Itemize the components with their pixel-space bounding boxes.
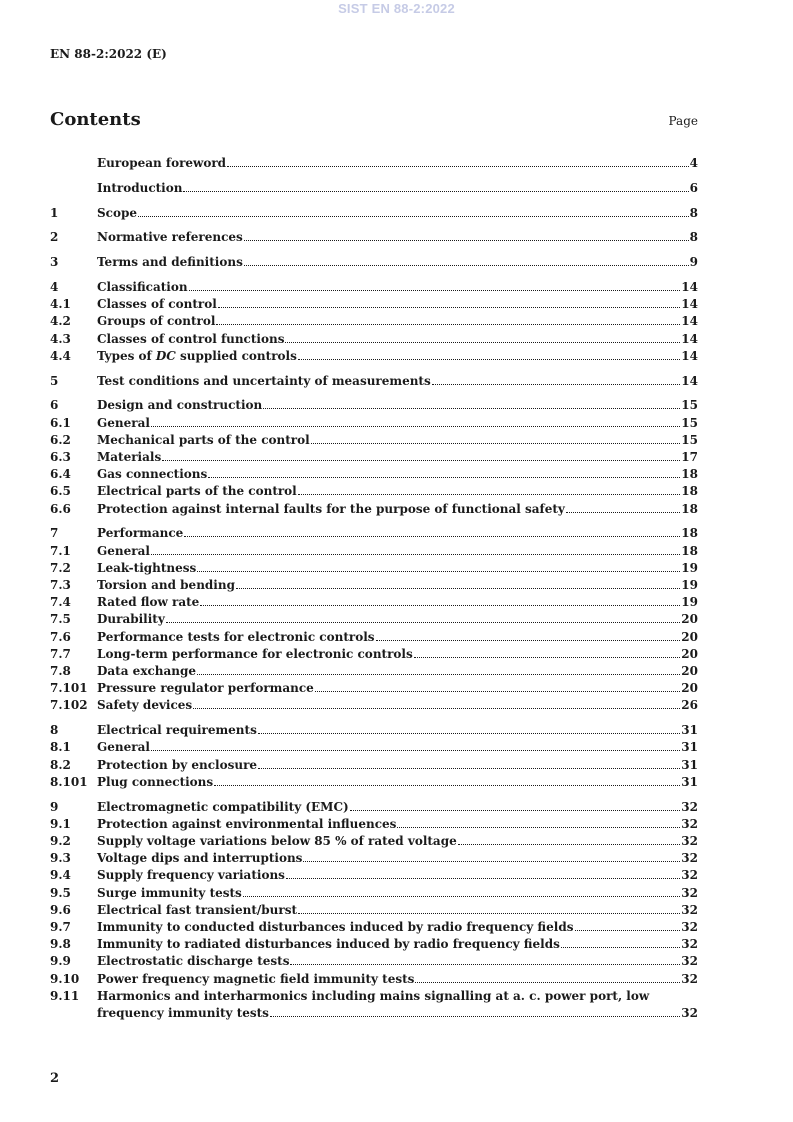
toc-entry-title: Scope: [97, 205, 138, 220]
toc-entry-title: Normative references: [97, 230, 243, 245]
toc-entry-title: Long-term performance for electronic controls: [97, 646, 413, 661]
dot-leader: [216, 324, 680, 325]
toc-entry-page: 26: [681, 698, 698, 713]
toc-entry-page: 20: [681, 612, 698, 627]
toc-entry-title: Protection by enclosure: [97, 757, 258, 772]
toc-entry-number: 9.10: [50, 971, 80, 986]
dot-leader: [270, 1016, 680, 1017]
dot-leader: [311, 443, 681, 444]
toc-entry-title: Types of DC supplied controls: [97, 348, 297, 363]
toc-entry[interactable]: [50, 543, 698, 560]
toc-entry-number: 6.1: [50, 415, 71, 430]
dot-leader: [263, 408, 680, 409]
toc-entry-number: 8.101: [50, 774, 88, 789]
toc-entry[interactable]: [50, 902, 698, 919]
toc-entry-number: 7.2: [50, 560, 71, 575]
toc-entry-title: Performance tests for electronic controls: [97, 629, 375, 644]
toc-entry-number: 4: [50, 279, 59, 294]
page-column-label: Page: [668, 114, 698, 128]
toc-entry-title: Electrical fast transient/burst: [97, 902, 298, 917]
toc-entry-page: 17: [681, 450, 698, 464]
toc-entry-title: Protection against internal faults for the purpose of functional safety: [97, 501, 565, 516]
dot-leader: [189, 290, 681, 291]
toc-entry-title: Immunity to conducted disturbances induced by radio frequency fields: [97, 920, 574, 935]
toc-entry-title: Torsion and bending: [97, 578, 235, 593]
toc-entry-page: 14: [681, 373, 698, 388]
toc-entry-page: 19: [681, 578, 698, 593]
toc-entry-title: Power frequency magnetic field immunity tests: [97, 971, 415, 986]
toc-entry-page: 20: [681, 681, 698, 696]
toc-entry-title: General: [97, 740, 150, 755]
toc-entry-number: 4.1: [50, 297, 71, 312]
toc-entry-title: Classes of control: [97, 297, 217, 312]
toc-entry-title: Groups of control: [97, 314, 216, 329]
toc-entry[interactable]: [50, 885, 698, 902]
dot-leader: [162, 460, 680, 461]
toc-entry-title: Rated flow rate: [97, 595, 200, 610]
watermark: SIST EN 88-2:2022: [338, 1, 455, 16]
toc-entry[interactable]: [50, 867, 698, 884]
toc-entry-number: 9.6: [50, 902, 71, 917]
toc-entry-number: 4.4: [50, 348, 71, 363]
toc-entry[interactable]: [50, 988, 698, 1022]
toc-entry[interactable]: [50, 722, 698, 739]
toc-entry-number: 9.5: [50, 885, 71, 900]
toc-entry-page: 18: [681, 484, 698, 499]
toc-entry-page: 31: [681, 740, 698, 755]
dot-leader: [285, 342, 680, 343]
toc-entry[interactable]: [50, 971, 698, 988]
toc-entry[interactable]: [50, 313, 698, 330]
dot-leader: [575, 930, 681, 931]
toc-entry-page: 8: [689, 205, 698, 220]
dot-leader: [561, 947, 680, 948]
toc-entry-page: 14: [681, 314, 698, 329]
toc-entry-page: 32: [681, 799, 698, 814]
toc-entry-number: 7.3: [50, 578, 71, 593]
toc-entry-page: 32: [681, 937, 698, 952]
toc-entry-title: Durability: [97, 612, 165, 627]
toc-entry-title: Immunity to radiated disturbances induced by radio frequency fields: [97, 937, 560, 952]
dot-leader: [258, 768, 680, 769]
dot-leader: [151, 426, 680, 427]
toc-entry-number: 6.5: [50, 484, 71, 499]
toc-entry-title: Data exchange: [97, 664, 197, 679]
toc-entry-title: Safety devices: [97, 698, 193, 713]
toc-entry-title: Electrical parts of the control: [97, 484, 297, 499]
dot-leader: [290, 964, 680, 965]
toc-entry-number: 8: [50, 723, 59, 738]
toc-entry-page: 20: [681, 629, 698, 644]
toc-entry-page: 9: [689, 255, 698, 270]
toc-entry-number: 7.6: [50, 629, 71, 644]
toc-entry[interactable]: [50, 936, 698, 953]
toc-entry-number: 8.1: [50, 740, 71, 755]
dot-leader: [303, 861, 680, 862]
toc-entry-title: Plug connections: [97, 774, 214, 789]
toc-entry-page: 6: [689, 180, 698, 195]
toc-entry-number: 9.2: [50, 834, 71, 849]
dot-leader: [138, 216, 689, 217]
toc-entry[interactable]: [50, 799, 698, 816]
toc-entry-number: 9.8: [50, 937, 71, 952]
toc-entry[interactable]: [50, 415, 698, 432]
toc-entry[interactable]: [50, 331, 698, 348]
toc-entry[interactable]: [50, 697, 698, 714]
dot-leader: [166, 622, 680, 623]
dot-leader: [184, 536, 680, 537]
toc-entry-title: Terms and definitions: [97, 255, 243, 270]
toc-entry-number: 9.3: [50, 851, 71, 866]
toc-entry-page: 31: [681, 774, 698, 789]
toc-entry[interactable]: [50, 774, 698, 791]
dot-leader: [414, 657, 681, 658]
toc-entry-title: Design and construction: [97, 398, 263, 413]
toc-entry-title: Performance: [97, 526, 184, 541]
toc-entry[interactable]: [50, 680, 698, 697]
toc-entry-title: Electrical requirements: [97, 723, 257, 738]
toc-entry[interactable]: [50, 397, 698, 414]
dot-leader: [208, 477, 680, 478]
dot-leader: [151, 554, 680, 555]
dot-leader: [298, 913, 680, 914]
dot-leader: [376, 640, 681, 641]
toc-entry[interactable]: [50, 663, 698, 680]
toc-entry-page: 32: [681, 902, 698, 917]
toc-entry-page: 18: [681, 543, 698, 558]
toc-entry-number: 6.6: [50, 501, 71, 516]
dot-leader: [315, 691, 681, 692]
dot-leader: [415, 982, 680, 983]
toc-entry-title: Electromagnetic compatibility (EMC): [97, 799, 349, 814]
toc-entry-number: 9.7: [50, 920, 71, 935]
toc-entry-number: 4.2: [50, 314, 71, 329]
toc-entry-number: 9.9: [50, 954, 71, 969]
dot-leader: [197, 571, 680, 572]
toc-entry[interactable]: [50, 629, 698, 646]
toc-entry-page: 20: [681, 664, 698, 679]
toc-entry-page: 31: [681, 757, 698, 772]
toc-entry-title: General: [97, 415, 150, 430]
toc-entry-page: 15: [681, 432, 698, 447]
toc-entry[interactable]: [50, 279, 698, 296]
dot-leader: [151, 750, 680, 751]
toc-entry-page: 8: [689, 230, 698, 245]
toc-entry-title: Electrostatic discharge tests: [97, 954, 290, 969]
toc-entry[interactable]: [50, 611, 698, 628]
dot-leader: [432, 384, 681, 385]
toc-entry-number: 7.102: [50, 698, 88, 713]
toc-entry-page: 14: [681, 297, 698, 312]
toc-entry-page: 18: [681, 526, 698, 541]
toc-entry-page: 32: [681, 834, 698, 849]
toc-entry-number: 3: [50, 255, 59, 270]
toc-entry-page: 14: [681, 279, 698, 294]
dot-leader: [566, 512, 680, 513]
toc-entry[interactable]: [50, 953, 698, 970]
dot-leader: [298, 494, 681, 495]
toc-entry-number: 6.4: [50, 467, 71, 482]
toc-entry-title: frequency immunity tests: [97, 1006, 269, 1021]
toc-entry-page: 19: [681, 595, 698, 610]
toc-entry-number: 6: [50, 398, 59, 413]
toc-entry[interactable]: [50, 501, 698, 518]
toc-entry-page: 18: [681, 501, 698, 516]
toc-entry-number: 1: [50, 205, 59, 220]
toc-entry-page: 32: [681, 971, 698, 986]
toc-entry[interactable]: [50, 739, 698, 756]
toc-entry[interactable]: [50, 560, 698, 577]
toc-entry-number: 7: [50, 526, 59, 541]
toc-entry-number: 7.101: [50, 681, 88, 696]
toc-entry[interactable]: [50, 229, 698, 246]
toc-entry[interactable]: [50, 757, 698, 774]
toc-entry[interactable]: [50, 466, 698, 483]
toc-entry[interactable]: [50, 594, 698, 611]
dot-leader: [183, 191, 688, 192]
dot-leader: [214, 785, 680, 786]
toc-entry-number: 9: [50, 799, 59, 814]
toc-entry-title: Mechanical parts of the control: [97, 432, 310, 447]
toc-entry[interactable]: [50, 449, 698, 466]
dot-leader: [244, 240, 689, 241]
toc-entry[interactable]: [50, 373, 698, 390]
toc-entry-page: 18: [681, 467, 698, 482]
toc-entry[interactable]: [50, 577, 698, 594]
dot-leader: [244, 265, 689, 266]
toc-entry-page: 32: [681, 851, 698, 866]
toc-entry-page: 20: [681, 646, 698, 661]
toc-entry-number: 4.3: [50, 331, 71, 346]
dot-leader: [200, 605, 680, 606]
toc-entry[interactable]: [50, 254, 698, 271]
toc-entry-page: 32: [681, 816, 698, 831]
toc-entry-title: Supply voltage variations below 85 % of rated voltage: [97, 834, 457, 849]
toc-entry-title: European foreword: [97, 156, 227, 170]
dot-leader: [286, 878, 680, 879]
toc-entry-title: Gas connections: [97, 467, 208, 482]
dot-leader: [193, 708, 680, 709]
toc-entry-page: 15: [681, 415, 698, 430]
toc-entry-title: Test conditions and uncertainty of measurements: [97, 373, 431, 388]
toc-entry[interactable]: [50, 180, 698, 197]
toc-entry-page: 14: [681, 331, 698, 346]
toc-entry-page: 31: [681, 723, 698, 738]
dot-leader: [197, 674, 680, 675]
dot-leader: [227, 166, 689, 167]
toc-entry-page: 32: [681, 954, 698, 969]
toc-entry-title: General: [97, 543, 150, 558]
toc-entry-number: 7.8: [50, 664, 71, 679]
page-title: Contents: [50, 109, 141, 130]
toc-entry-number: 7.1: [50, 543, 71, 558]
dot-leader: [218, 307, 681, 308]
toc-entry-number: 9.1: [50, 816, 71, 831]
toc-entry-page: 14: [681, 348, 698, 363]
dot-leader: [236, 588, 680, 589]
toc-entry-page: 32: [681, 920, 698, 935]
toc-entry-title: Surge immunity tests: [97, 885, 242, 900]
toc-entry-number: 9.11: [50, 988, 80, 1003]
footer-page-number: 2: [50, 1071, 60, 1086]
toc-entry[interactable]: [50, 155, 698, 172]
toc-entry-title: Classification: [97, 279, 188, 294]
dot-leader: [258, 733, 680, 734]
toc-entry-number: 6.2: [50, 432, 71, 447]
toc-entry[interactable]: [50, 646, 698, 663]
toc-entry-page: 32: [681, 885, 698, 900]
toc-entry-number: 2: [50, 230, 59, 245]
toc-entry-title: Protection against environmental influences: [97, 816, 397, 831]
toc-entry-page: 15: [681, 398, 698, 413]
toc-entry-title: Classes of control functions: [97, 331, 285, 346]
toc-entry-title: Pressure regulator performance: [97, 681, 314, 696]
toc-entry-title: Supply frequency variations: [97, 868, 285, 883]
dot-leader: [243, 896, 680, 897]
toc-entry-number: 7.5: [50, 612, 71, 627]
toc-entry-title: Harmonics and interharmonics including mains signalling at a. c. power port, low: [97, 988, 650, 1003]
toc-entry[interactable]: [50, 816, 698, 833]
toc-entry-title: Voltage dips and interruptions: [97, 851, 303, 866]
toc-entry[interactable]: [50, 525, 698, 542]
toc-entry[interactable]: [50, 432, 698, 449]
dot-leader: [350, 810, 681, 811]
dot-leader: [397, 827, 680, 828]
toc-entry-title: Leak-tightness: [97, 560, 197, 575]
toc-entry-number: 7.4: [50, 595, 71, 610]
toc-entry-number: 6.3: [50, 450, 71, 464]
table-of-contents: [50, 155, 698, 1022]
dot-leader: [298, 359, 680, 360]
document-code: EN 88-2:2022 (E): [50, 47, 167, 61]
toc-entry-number: 7.7: [50, 646, 71, 661]
toc-entry-number: 8.2: [50, 757, 71, 772]
toc-entry[interactable]: [50, 205, 698, 222]
toc-entry[interactable]: [50, 483, 698, 500]
toc-entry-page: 32: [681, 1006, 698, 1021]
toc-entry-title: Materials: [97, 450, 162, 464]
toc-entry-number: 5: [50, 373, 59, 388]
toc-entry-page: 4: [689, 156, 698, 170]
toc-entry-title: Introduction: [97, 180, 183, 195]
toc-entry-page: 19: [681, 560, 698, 575]
toc-entry-page: 32: [681, 868, 698, 883]
toc-entry[interactable]: [50, 833, 698, 850]
toc-entry[interactable]: [50, 919, 698, 936]
toc-entry[interactable]: [50, 348, 698, 365]
toc-entry[interactable]: [50, 850, 698, 867]
dot-leader: [458, 844, 681, 845]
toc-entry-number: 9.4: [50, 868, 71, 883]
toc-entry[interactable]: [50, 296, 698, 313]
